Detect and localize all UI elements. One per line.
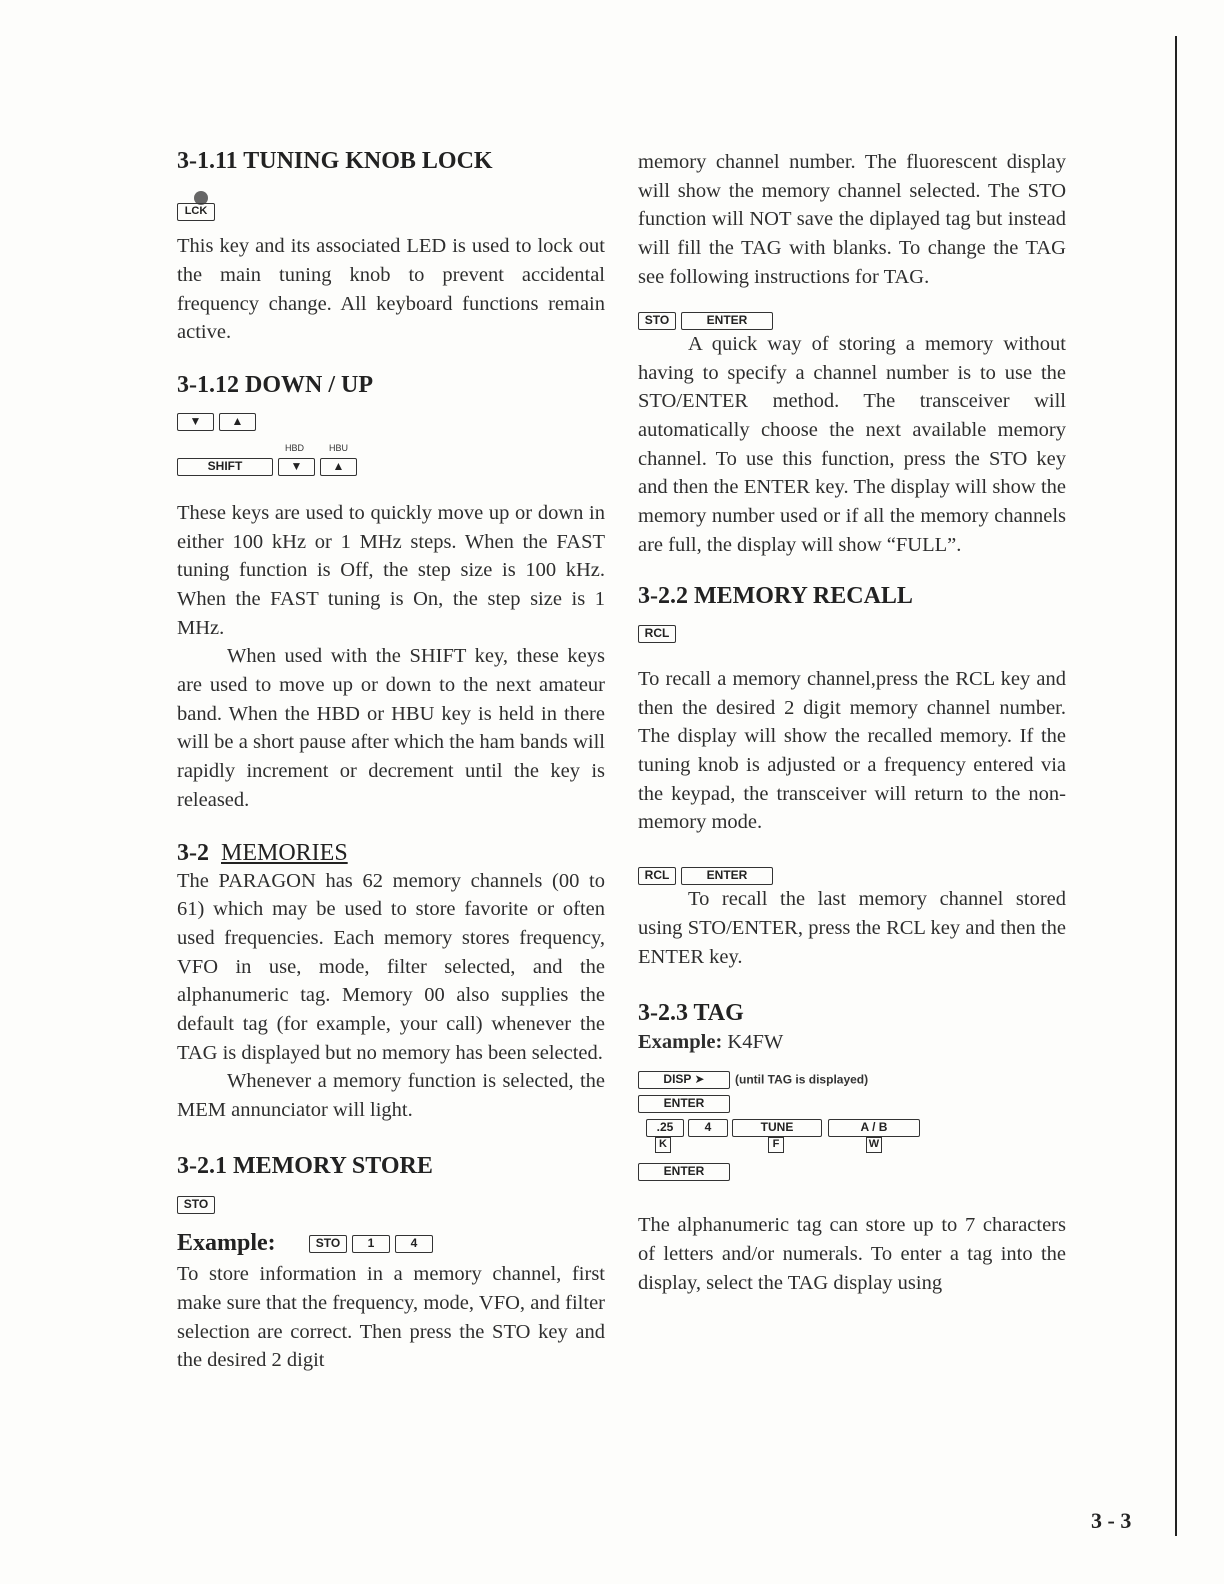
tune-key: TUNE <box>732 1119 822 1137</box>
example-label: Example: <box>177 1230 276 1257</box>
paragraph-lock: This key and its associated LED is used to lock out the main tuning knob to prevent accidental frequency change. All keyboard functions remain active. <box>177 235 605 344</box>
down-key: ▼ <box>177 413 214 431</box>
rcl-key: RCL <box>638 625 676 643</box>
letter-w: W <box>866 1137 882 1153</box>
heading-tuning-knob-lock: 3-1.11 TUNING KNOB LOCK <box>177 148 493 174</box>
left-column <box>177 148 605 1375</box>
rcl-key-2: RCL <box>638 867 676 885</box>
enter-key-3: ENTER <box>638 1095 730 1113</box>
ab-key: A / B <box>828 1119 920 1137</box>
heading-memory-store: 3-2.1 MEMORY STORE <box>177 1152 433 1179</box>
shift-key: SHIFT <box>177 458 273 476</box>
heading-memories <box>177 840 605 867</box>
lck-key: LCK <box>177 203 215 221</box>
heading-down-up: 3-1.12 DOWN / UP <box>177 372 373 399</box>
digit-1-key: 1 <box>352 1235 390 1253</box>
point25-key: .25 <box>646 1119 684 1137</box>
paragraph-down-up-1: These keys are used to quickly move up or down in either 100 kHz or 1 MHz steps. When the FAST tuning function is Off, the step size is 100 kHz. When the FAST tuning is On, the step size is 1 MHz. <box>177 501 605 639</box>
enter-key: ENTER <box>681 312 773 330</box>
disp-key: DISP ➤ <box>638 1071 730 1089</box>
memories-title: MEMORIES <box>221 839 348 866</box>
paragraph-tag: The alphanumeric tag can store up to 7 characters of letters and/or numerals. To enter a tag into the display, select the TAG display using <box>638 1214 1066 1294</box>
heading-tag: 3-2.3 TAG <box>638 1000 744 1027</box>
right-column <box>638 148 1066 1298</box>
tag-example-value: K4FW <box>727 1031 784 1054</box>
letter-k: K <box>655 1137 671 1153</box>
sto-key: STO <box>638 312 676 330</box>
sto-key: STO <box>177 1196 215 1214</box>
paragraph-recall: To recall a memory channel,press the RCL key and then the desired 2 digit memory channel number. The display will show the recalled memory. If the tuning knob is adjusted or a frequency entered via the keypad, the transceiver will return to the non-memory mode. <box>638 667 1066 834</box>
enter-key-2: ENTER <box>681 867 773 885</box>
margin-rule <box>1175 36 1177 1536</box>
tag-example-label: Example: <box>638 1031 723 1054</box>
enter-key-4: ENTER <box>638 1163 730 1181</box>
page-number: 3 - 3 <box>1091 1508 1132 1533</box>
paragraph-sto-note: memory channel number. The fluorescent display will show the memory channel selected. The STO function will NOT save the diplayed tag but instead will fill the TAG with blanks. To change the TAG see following instructions for TAG. <box>638 151 1066 288</box>
paragraph-memories-1: The PARAGON has 62 memory channels (00 to 61) which may be used to store favorite or often used frequencies. Each memory stores frequency, VFO in use, mode, filter selected, and the alphanumeric tag. Memory 00 also supplies the default tag (for example, your call) whenever the TAG is displayed but no memory has been selected. <box>177 869 605 1064</box>
memories-number: 3-2 <box>177 839 209 866</box>
hbu-label: HBU <box>329 443 349 454</box>
paragraph-sto-enter: A quick way of storing a memory without having to specify a channel number is to use the STO/ENTER method. The transceiver will automatically choose the next available memory channel. To use this function, press the STO key and then the ENTER key. The display will show the memory number used or if all the memory channels are full, the display will show “FULL”. <box>638 332 1066 556</box>
sto-key-example: STO <box>309 1235 347 1253</box>
paragraph-memories-2: Whenever a memory function is selected, the MEM annunciator will light. <box>177 1070 605 1122</box>
hbu-up-key: ▲ <box>320 458 357 476</box>
paragraph-memory-store: To store information in a memory channel, first make sure that the frequency, mode, VFO, and filter selection are correct. Then press the STO key and the desired 2 digit <box>177 1263 605 1372</box>
paragraph-down-up-2: When used with the SHIFT key, these keys are used to move up or down to the next amateur band. When the HBD or HBU key is held in there will be a short pause after which the ham bands will rapidly increment or decrement until the key is released. <box>177 645 605 811</box>
digit-4-key: 4 <box>395 1235 433 1253</box>
disp-note: (until TAG is displayed) <box>735 1072 869 1087</box>
hbd-down-key: ▼ <box>278 458 315 476</box>
hbd-label: HBD <box>285 443 305 454</box>
paragraph-recall-enter: To recall the last memory channel stored using STO/ENTER, press the RCL key and then the ENTER key. <box>638 888 1066 968</box>
digit-4-key: 4 <box>688 1119 728 1137</box>
heading-memory-recall: 3-2.2 MEMORY RECALL <box>638 583 913 610</box>
up-key: ▲ <box>219 413 256 431</box>
letter-f: F <box>768 1137 784 1153</box>
